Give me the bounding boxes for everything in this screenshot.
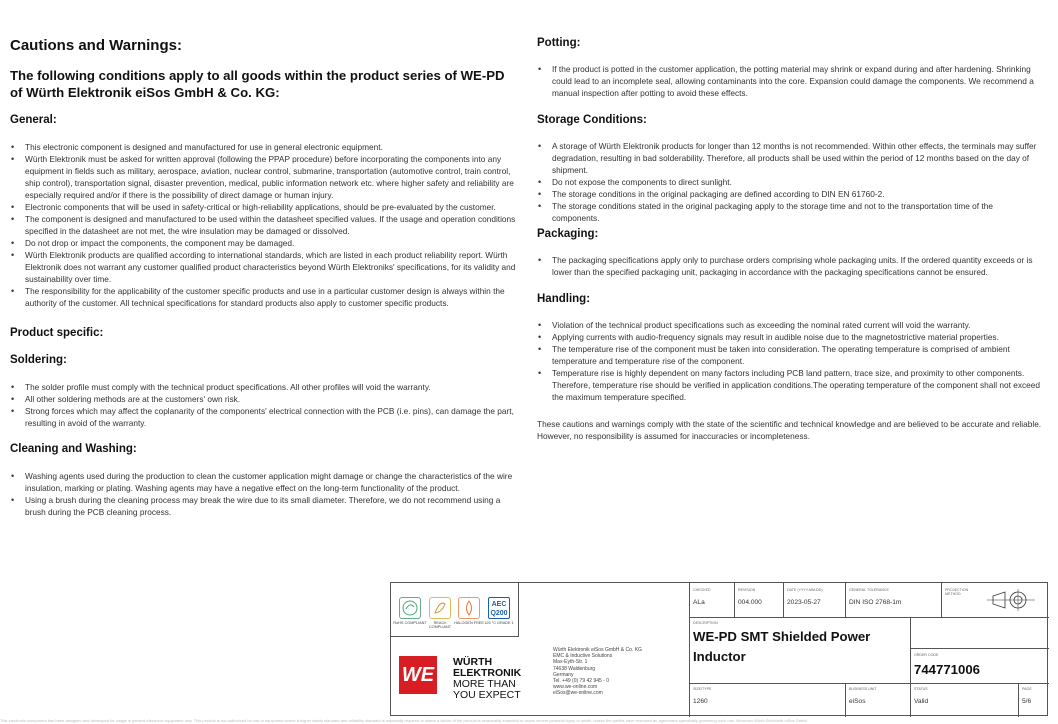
footer-disclaimer: This electronic component has been designed and developed for usage in general electronic equipment only. This product is not authorized for use in equipment where a higher safety standard and reliability standard is especially required or where a failure of the product is reasonably expected to cause severe personal injury or death, unless the parties have executed an agreement specifically governing such use. Moreover Würth Elektronik eiSos GmbH [0, 718, 808, 723]
general-list [10, 141, 522, 309]
address-line: Tel. +49 (0) 79 42 945 - 0 [553, 678, 610, 685]
list-item: • Do not expose the components to direct sunlight. [537, 176, 1042, 188]
potting-heading: Potting: [537, 37, 581, 49]
list-item: • The storage conditions stated in the original packaging apply to the storage time and not to the transportation time of the components. [537, 200, 1042, 224]
list-item: • If the product is potted in the customer application, the potting material may shrink or expand during and after hardening. Shrinking could lead to an incomplete seal, allowing contaminants into the core. Expansion could damage the components. We recommend a manual inspection after potting to avoid these effects. [537, 63, 1037, 99]
list-item: • This electronic component is designed and manufactured for use in general electronic equipment. [10, 141, 522, 153]
list-item: • Violation of the technical product specifications such as exceeding the nominal rated current will void the warranty. [537, 319, 1042, 331]
date-label: DATE (YYYY-MM-DD) [787, 588, 823, 592]
address-line: Würth Elektronik eiSos GmbH & Co. KG [553, 647, 642, 653]
aec-badge: AEC Q200 [488, 597, 510, 619]
rohs-label: RoHS COMPLIANT [393, 621, 427, 625]
list-item: • Using a brush during the cleaning process may break the wire due to its small diameter. Therefore, we do not recommend using a brush during the PCB cleaning process. [10, 494, 522, 518]
page-number: 5/6 [1022, 698, 1032, 705]
projection-label: PROJECTION METHOD [945, 588, 969, 596]
company-address [553, 647, 683, 697]
soldering-heading: Soldering: [10, 354, 67, 366]
order-code-label: ORDER CODE [914, 653, 939, 657]
potting-list [537, 63, 1037, 99]
revision-label: REVISION [738, 588, 756, 592]
soldering-list [10, 381, 522, 429]
address-line: 74638 Waldenburg [553, 665, 596, 672]
list-item: • The packaging specifications apply only to purchase orders comprising whole packaging units. If the ordered quantity exceeds or is lower than the specified packaging unit, packaging in accordance with the packaging specifications cannot be ensured. [537, 254, 1037, 278]
list-item: • The component is designed and manufactured to be used within the datasheet specified values. If the usage and operation conditions specified in the datasheet are not met, the wire insulation may be damaged or dissolved. [10, 213, 522, 237]
storage-list [537, 140, 1042, 224]
list-item: • Strong forces which may affect the coplanarity of the components' electrical connection with the PCB (i.e. pins), can damage the part, resulting in avoid of the warranty. [10, 405, 522, 429]
handling-heading: Handling: [537, 293, 591, 305]
halogen-label: HALOGEN FREE [454, 621, 484, 625]
list-item: • All other soldering methods are at the customers' own risk. [10, 393, 522, 405]
list-item: • Würth Elektronik must be asked for written approval (following the PPAP procedure) before incorporating the components into any equipment in fields such as military, aerospace, aviation, nuclear control, submarine, transportation (automotive control, train control, ship control), transportation signal, disaster prevention, medical, public information network etc. where higher safety and reliability are especially required and/or if there is the possibility of direct damage or human injury. [10, 153, 522, 201]
address-line: EMC & Inductive Solutions [553, 653, 613, 660]
list-item: • The storage conditions in the original packaging are defined according to DIN EN 61760-2. [537, 188, 1042, 200]
logo-wuerth: WÜRTH [453, 656, 493, 668]
list-item: • A storage of Würth Elektronik products for longer than 12 months is not recommended. Within other effects, the terminals may suffer degradation, resulting in bad solderability. Therefore, all products shall be used within the period of 12 months based on the day of shipment. [537, 140, 1042, 176]
cleaning-list [10, 470, 522, 518]
packaging-list [537, 254, 1037, 278]
packaging-heading: Packaging: [537, 228, 599, 240]
projection-symbol-icon [987, 589, 1037, 616]
product-specific-heading: Product specific: [10, 327, 104, 339]
certifications-box [391, 583, 519, 637]
address-line: www.we-online.com [553, 684, 598, 691]
list-item: • Do not drop or impact the components, the component may be damaged. [10, 237, 522, 249]
business-unit-value: eiSos [849, 698, 866, 705]
reach-icon [429, 597, 451, 619]
general-heading: General: [10, 114, 57, 126]
description-line-1: WE-PD SMT Shielded Power [693, 629, 871, 644]
list-item: • Temperature rise is highly dependent on many factors including PCB land pattern, trace size, and proximity to other components. Therefore, temperature rise should be verified in application conditions.The operating temperature of the component shall not exceed the maximum temperature specified. [537, 367, 1042, 403]
logo-you-expect: YOU EXPECT [453, 689, 521, 701]
tolerance-label: GENERAL TOLERANCE [849, 588, 889, 592]
closing-note: These cautions and warnings comply with the state of the scientific and technical knowledge and are believed to be accurate and reliable. However, no responsibility is assumed for inaccuracies or incompleteness. [537, 419, 1042, 441]
list-item: • Washing agents used during the production to clean the customer application might damage or change the characteristics of the wire insulation, marking or plating. Washing agents may have a negative effect on the long-term functionality of the product. [10, 470, 522, 494]
company-logo [391, 637, 547, 716]
list-item: • Würth Elektronik products are qualified according to international standards, which are listed in each product reliability report. Würth Elektronik does not warrant any customer qualified product characteristics beyond Würth Elektroniks' specifications, for its validity and sustainability over time. [10, 249, 522, 285]
business-unit-label: BUSINESS UNIT [849, 687, 877, 691]
description-line-2: Inductor [693, 649, 746, 664]
address-line: Germany [553, 671, 574, 678]
aec-label: 125 °C GRADE 1 [484, 621, 514, 625]
address-line: eiSos@we-online.com [553, 690, 603, 697]
list-item: • Applying currents with audio-frequency signals may result in audible noise due to the magnetostrictive material properties. [537, 331, 1042, 343]
checked-value: ALa [693, 599, 705, 606]
storage-heading: Storage Conditions: [537, 114, 647, 126]
status-label: STATUS [914, 687, 928, 691]
page-title: Cautions and Warnings: [10, 37, 182, 54]
list-item: • The solder profile must comply with the technical product specifications. All other profiles will void the warranty. [10, 381, 522, 393]
description-label: DESCRIPTION [693, 621, 718, 625]
page-label: PAGE [1022, 687, 1032, 691]
size-value: 1260 [693, 698, 708, 705]
checked-label: CHECKED [693, 588, 711, 592]
list-item: • Electronic components that will be used in safety-critical or high-reliability applications, should be pre-evaluated by the customer. [10, 201, 522, 213]
revision-value: 004.000 [738, 599, 762, 606]
list-item: • The temperature rise of the component must be taken into consideration. The operating temperature is comprised of ambient temperature and temperature rise of the component. [537, 343, 1042, 367]
list-item: • The responsibility for the applicability of the customer specific products and use in a particular customer design is always within the authority of the customer. All technical specifications for standard products also apply to customer specific products. [10, 285, 522, 309]
date-value: 2023-05-27 [787, 599, 821, 606]
status-value: Valid [914, 698, 929, 705]
we-logo-icon: WE [399, 656, 437, 694]
series-subtitle: The following conditions apply to all goods within the product series of WE-PD of Würth Elektronik eiSos GmbH & Co. KG: [10, 68, 505, 100]
reach-label: REACh COMPLIANT [428, 621, 452, 629]
title-block [390, 582, 1048, 716]
tolerance-value: DIN ISO 2768-1m [849, 599, 902, 606]
handling-list [537, 319, 1042, 403]
logo-elektronik: ELEKTRONIK [453, 667, 522, 679]
order-code-value: 744771006 [914, 662, 981, 677]
cleaning-heading: Cleaning and Washing: [10, 443, 137, 455]
size-label: SIZE/TYPE [693, 687, 712, 691]
logo-more-than: MORE THAN [453, 678, 516, 690]
rohs-icon [399, 597, 421, 619]
address-line: Max-Eyth-Str. 1 [553, 659, 588, 666]
halogen-free-icon [458, 597, 480, 619]
